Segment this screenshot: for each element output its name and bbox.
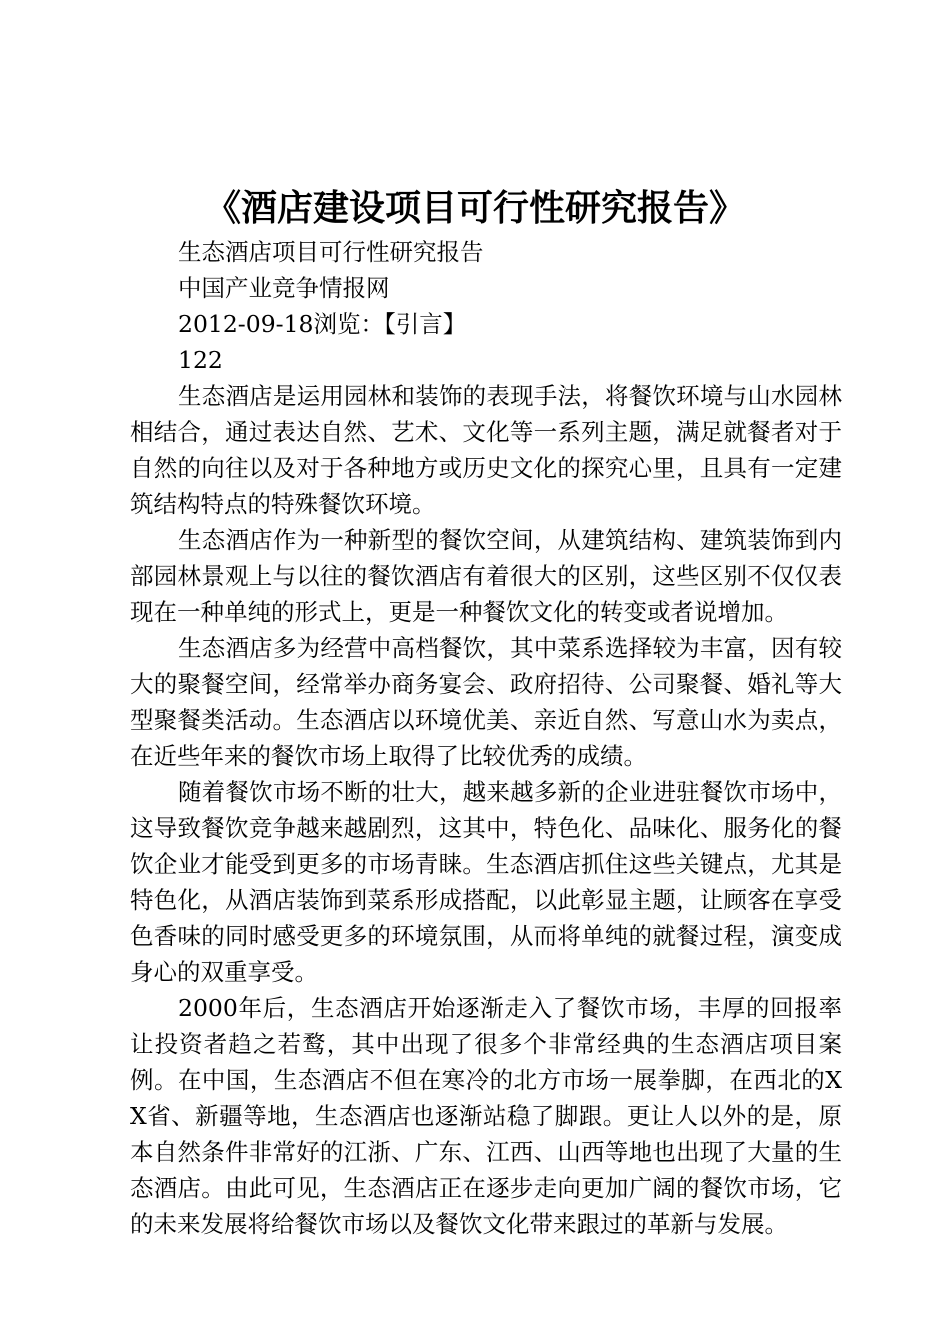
paragraph-3: 生态酒店多为经营中高档餐饮，其中菜系选择较为丰富，因有较大的聚餐空间，经常举办商务宴会、政府招待、公司聚餐、婚礼等大型聚餐类活动。生态酒店以环境优美、亲近自然、写意山水为卖点，在近些年来的餐饮市场上取得了比较优秀的成绩。 [130,634,842,770]
report-subtitle: 生态酒店项目可行性研究报告 [178,238,484,266]
date-and-views-line: 2012-09-18浏览：【引言】 [178,310,467,338]
paragraph-2: 生态酒店作为一种新型的餐饮空间，从建筑结构、建筑装饰到内部园林景观上与以往的餐饮酒店有着很大的区别，这些区别不仅仅表现在一种单纯的形式上，更是一种餐饮文化的转变或者说增加。 [130,526,842,626]
paragraph-1: 生态酒店是运用园林和装饰的表现手法，将餐饮环境与山水园林相结合，通过表达自然、艺术、文化等一系列主题，满足就餐者对于自然的向往以及对于各种地方或历史文化的探究心里，且具有一定建筑结构特点的特殊餐饮环境。 [130,382,842,518]
document-title: 《酒店建设项目可行性研究报告》 [204,187,745,229]
view-count: 122 [178,346,223,374]
source-name: 中国产业竞争情报网 [178,274,390,302]
document-body [130,234,842,1242]
paragraph-5: 2000年后，生态酒店开始逐渐走入了餐饮市场，丰厚的回报率让投资者趋之若鹜，其中出现了很多个非常经典的生态酒店项目案例。在中国，生态酒店不但在寒冷的北方市场一展拳脚，在西北的XX省、新疆等地，生态酒店也逐渐站稳了脚跟。更让人以外的是，原本自然条件非常好的江浙、广东、江西、山西等地也出现了大量的生态酒店。由此可见，生态酒店正在逐步走向更加广阔的餐饮市场，它的未来发展将给餐饮市场以及餐饮文化带来跟过的革新与发展。 [130,994,842,1238]
paragraph-4: 随着餐饮市场不断的壮大，越来越多新的企业进驻餐饮市场中，这导致餐饮竞争越来越剧烈，这其中，特色化、品味化、服务化的餐饮企业才能受到更多的市场青睐。生态酒店抓住这些关键点，尤其是特色化，从酒店装饰到菜系形成搭配，以此彰显主题，让顾客在享受色香味的同时感受更多的环境氛围，从而将单纯的就餐过程，演变成身心的双重享受。 [130,778,842,986]
